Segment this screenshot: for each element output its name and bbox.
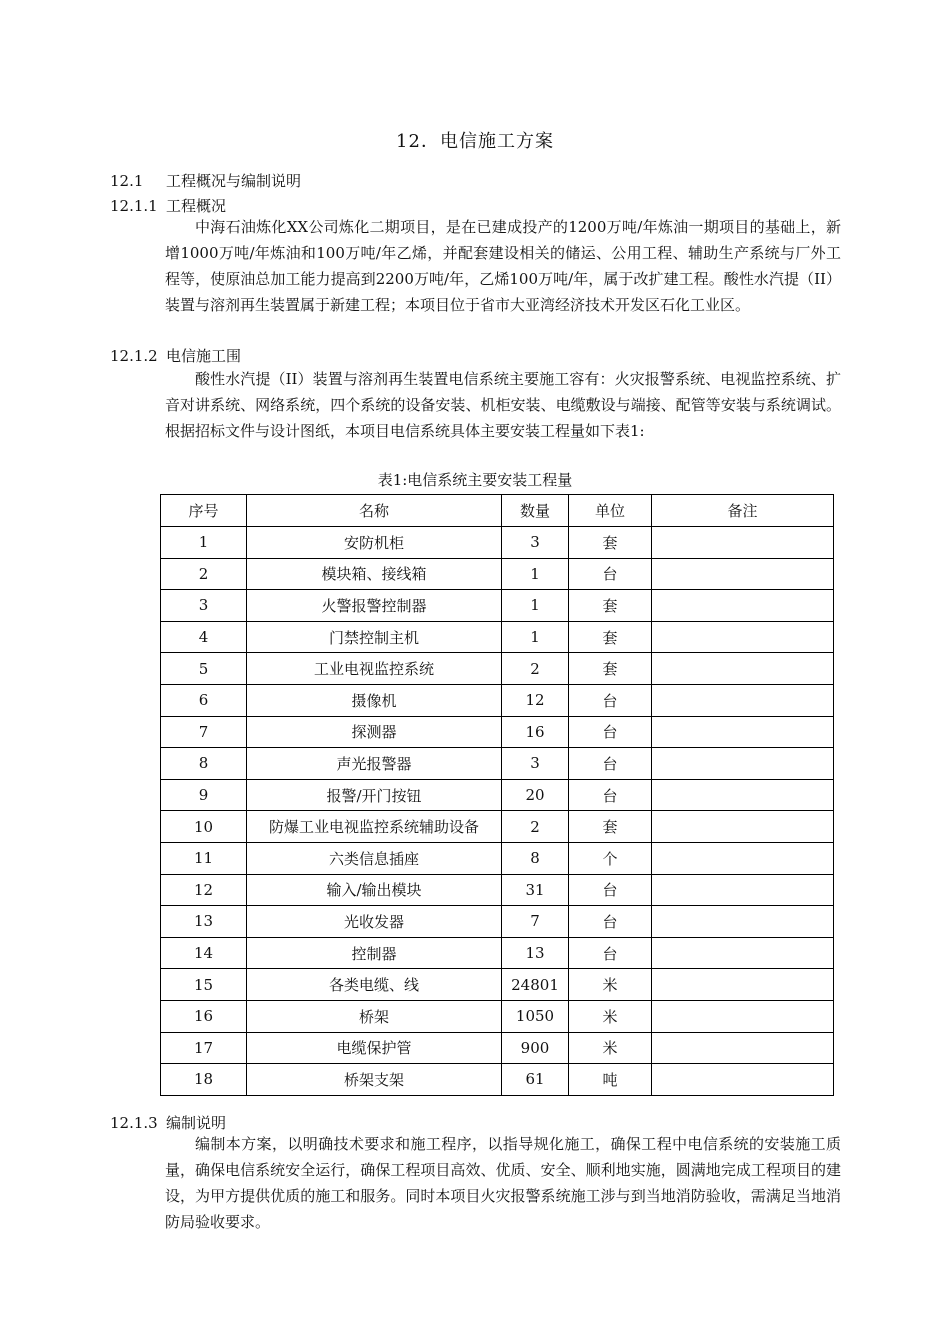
- cell-unit: 台: [569, 874, 652, 906]
- cell-unit: 套: [569, 621, 652, 653]
- cell-unit: 台: [569, 937, 652, 969]
- paragraph-scope: 酸性水汽提（II）装置与溶剂再生装置电信系统主要施工容有：火灾报警系统、电视监控系统、扩音对讲系统、网络系统，四个系统的设备安装、机柜安装、电缆敷设与端接、配管等安装与系统调试。根据招标文件与设计图纸，本项目电信系统具体主要安装工程量如下表1:: [165, 370, 841, 440]
- cell-remarks: [652, 653, 834, 685]
- cell-quantity: 2: [502, 653, 569, 685]
- cell-remarks: [652, 748, 834, 780]
- cell-name: 声光报警器: [247, 748, 502, 780]
- heading-12-1: [110, 170, 301, 191]
- cell-unit: 套: [569, 527, 652, 559]
- cell-name: 模块箱、接线箱: [247, 558, 502, 590]
- cell-unit: 台: [569, 748, 652, 780]
- table-row: [161, 811, 834, 843]
- cell-unit: 吨: [569, 1064, 652, 1096]
- cell-name: 探测器: [247, 716, 502, 748]
- heading-label: 工程概况: [166, 197, 227, 215]
- cell-quantity: 1: [502, 621, 569, 653]
- table-row: [161, 590, 834, 622]
- cell-remarks: [652, 1000, 834, 1032]
- cell-index: 13: [161, 906, 247, 938]
- cell-name: 光收发器: [247, 906, 502, 938]
- cell-name: 摄像机: [247, 684, 502, 716]
- heading-label: 编制说明: [166, 1114, 227, 1132]
- cell-quantity: 1050: [502, 1000, 569, 1032]
- cell-name: 报警/开门按钮: [247, 779, 502, 811]
- heading-number: 12.1.2: [110, 347, 158, 365]
- heading-number: 12.1.1: [110, 197, 158, 215]
- cell-remarks: [652, 906, 834, 938]
- cell-remarks: [652, 590, 834, 622]
- cell-remarks: [652, 1064, 834, 1096]
- cell-index: 7: [161, 716, 247, 748]
- cell-index: 15: [161, 969, 247, 1001]
- cell-unit: 台: [569, 716, 652, 748]
- cell-quantity: 20: [502, 779, 569, 811]
- heading-12-1-3: [110, 1112, 226, 1133]
- table-row: [161, 1000, 834, 1032]
- cell-remarks: [652, 937, 834, 969]
- table-row: [161, 653, 834, 685]
- cell-index: 17: [161, 1032, 247, 1064]
- heading-number: 12.1: [110, 172, 144, 190]
- cell-name: 火警报警控制器: [247, 590, 502, 622]
- cell-unit: 台: [569, 558, 652, 590]
- cell-index: 9: [161, 779, 247, 811]
- cell-unit: 台: [569, 779, 652, 811]
- cell-name: 桥架支架: [247, 1064, 502, 1096]
- cell-index: 12: [161, 874, 247, 906]
- cell-unit: 台: [569, 684, 652, 716]
- header-remarks: 备注: [652, 495, 834, 527]
- cell-index: 1: [161, 527, 247, 559]
- cell-unit: 米: [569, 1032, 652, 1064]
- cell-remarks: [652, 842, 834, 874]
- heading-label: 电信施工围: [166, 347, 242, 365]
- table-header-row: [161, 495, 834, 527]
- cell-name: 桥架: [247, 1000, 502, 1032]
- cell-remarks: [652, 716, 834, 748]
- cell-remarks: [652, 811, 834, 843]
- cell-remarks: [652, 558, 834, 590]
- header-name: 名称: [247, 495, 502, 527]
- table-row: [161, 779, 834, 811]
- cell-quantity: 61: [502, 1064, 569, 1096]
- table-row: [161, 1032, 834, 1064]
- cell-unit: 米: [569, 969, 652, 1001]
- table-row: [161, 874, 834, 906]
- cell-name: 电缆保护管: [247, 1032, 502, 1064]
- cell-name: 防爆工业电视监控系统辅助设备: [247, 811, 502, 843]
- paragraph-compilation-notes: 编制本方案，以明确技术要求和施工程序，以指导规化施工，确保工程中电信系统的安装施工质量，确保电信系统安全运行，确保工程项目高效、优质、安全、顺利地实施，圆满地完成工程项目的建设，为甲方提供优质的施工和服务。同时本项目火灾报警系统施工涉与到当地消防验收，需满足当地消防局验收要求。: [165, 1135, 841, 1231]
- cell-index: 2: [161, 558, 247, 590]
- table-row: [161, 937, 834, 969]
- cell-name: 输入/输出模块: [247, 874, 502, 906]
- cell-name: 各类电缆、线: [247, 969, 502, 1001]
- cell-quantity: 900: [502, 1032, 569, 1064]
- page-title: 12．电信施工方案: [396, 131, 554, 152]
- cell-remarks: [652, 621, 834, 653]
- cell-remarks: [652, 527, 834, 559]
- cell-name: 控制器: [247, 937, 502, 969]
- cell-remarks: [652, 874, 834, 906]
- cell-unit: 套: [569, 590, 652, 622]
- cell-quantity: 7: [502, 906, 569, 938]
- cell-quantity: 16: [502, 716, 569, 748]
- equipment-table: [160, 494, 834, 1096]
- cell-remarks: [652, 1032, 834, 1064]
- cell-index: 8: [161, 748, 247, 780]
- cell-quantity: 2: [502, 811, 569, 843]
- cell-index: 3: [161, 590, 247, 622]
- cell-index: 16: [161, 1000, 247, 1032]
- cell-index: 4: [161, 621, 247, 653]
- table-caption: 表1:电信系统主要安装工程量: [377, 471, 573, 489]
- table-body: [161, 527, 834, 1096]
- cell-name: 门禁控制主机: [247, 621, 502, 653]
- cell-quantity: 31: [502, 874, 569, 906]
- table-row: [161, 716, 834, 748]
- heading-label: 工程概况与编制说明: [166, 172, 302, 190]
- cell-index: 10: [161, 811, 247, 843]
- heading-12-1-2: [110, 345, 241, 366]
- cell-unit: 台: [569, 906, 652, 938]
- heading-number: 12.1.3: [110, 1114, 158, 1132]
- table-row: [161, 842, 834, 874]
- heading-12-1-1: [110, 195, 226, 216]
- cell-index: 6: [161, 684, 247, 716]
- cell-name: 六类信息插座: [247, 842, 502, 874]
- table-row: [161, 684, 834, 716]
- cell-unit: 个: [569, 842, 652, 874]
- table-row: [161, 1064, 834, 1096]
- cell-remarks: [652, 779, 834, 811]
- cell-index: 18: [161, 1064, 247, 1096]
- table-row: [161, 527, 834, 559]
- table-row: [161, 906, 834, 938]
- header-index: 序号: [161, 495, 247, 527]
- cell-index: 14: [161, 937, 247, 969]
- cell-name: 安防机柜: [247, 527, 502, 559]
- cell-index: 11: [161, 842, 247, 874]
- cell-quantity: 3: [502, 748, 569, 780]
- paragraph-project-overview: 中海石油炼化XX公司炼化二期项目，是在已建成投产的1200万吨/年炼油一期项目的基础上，新增1000万吨/年炼油和100万吨/年乙烯，并配套建设相关的储运、公用工程、辅助生产系统与厂外工程等，使原油总加工能力提高到2200万吨/年，乙烯100万吨/年，属于改扩建工程。酸性水汽提（II）装置与溶剂再生装置属于新建工程；本项目位于省市大亚湾经济技术开发区石化工业区。: [165, 218, 841, 314]
- cell-quantity: 1: [502, 590, 569, 622]
- cell-quantity: 1: [502, 558, 569, 590]
- header-unit: 单位: [569, 495, 652, 527]
- header-quantity: 数量: [502, 495, 569, 527]
- cell-unit: 米: [569, 1000, 652, 1032]
- cell-quantity: 12: [502, 684, 569, 716]
- cell-quantity: 3: [502, 527, 569, 559]
- cell-index: 5: [161, 653, 247, 685]
- cell-remarks: [652, 684, 834, 716]
- table-row: [161, 621, 834, 653]
- cell-quantity: 8: [502, 842, 569, 874]
- cell-quantity: 24801: [502, 969, 569, 1001]
- table-row: [161, 748, 834, 780]
- cell-remarks: [652, 969, 834, 1001]
- table-row: [161, 969, 834, 1001]
- cell-name: 工业电视监控系统: [247, 653, 502, 685]
- cell-unit: 套: [569, 653, 652, 685]
- table-row: [161, 558, 834, 590]
- cell-quantity: 13: [502, 937, 569, 969]
- cell-unit: 套: [569, 811, 652, 843]
